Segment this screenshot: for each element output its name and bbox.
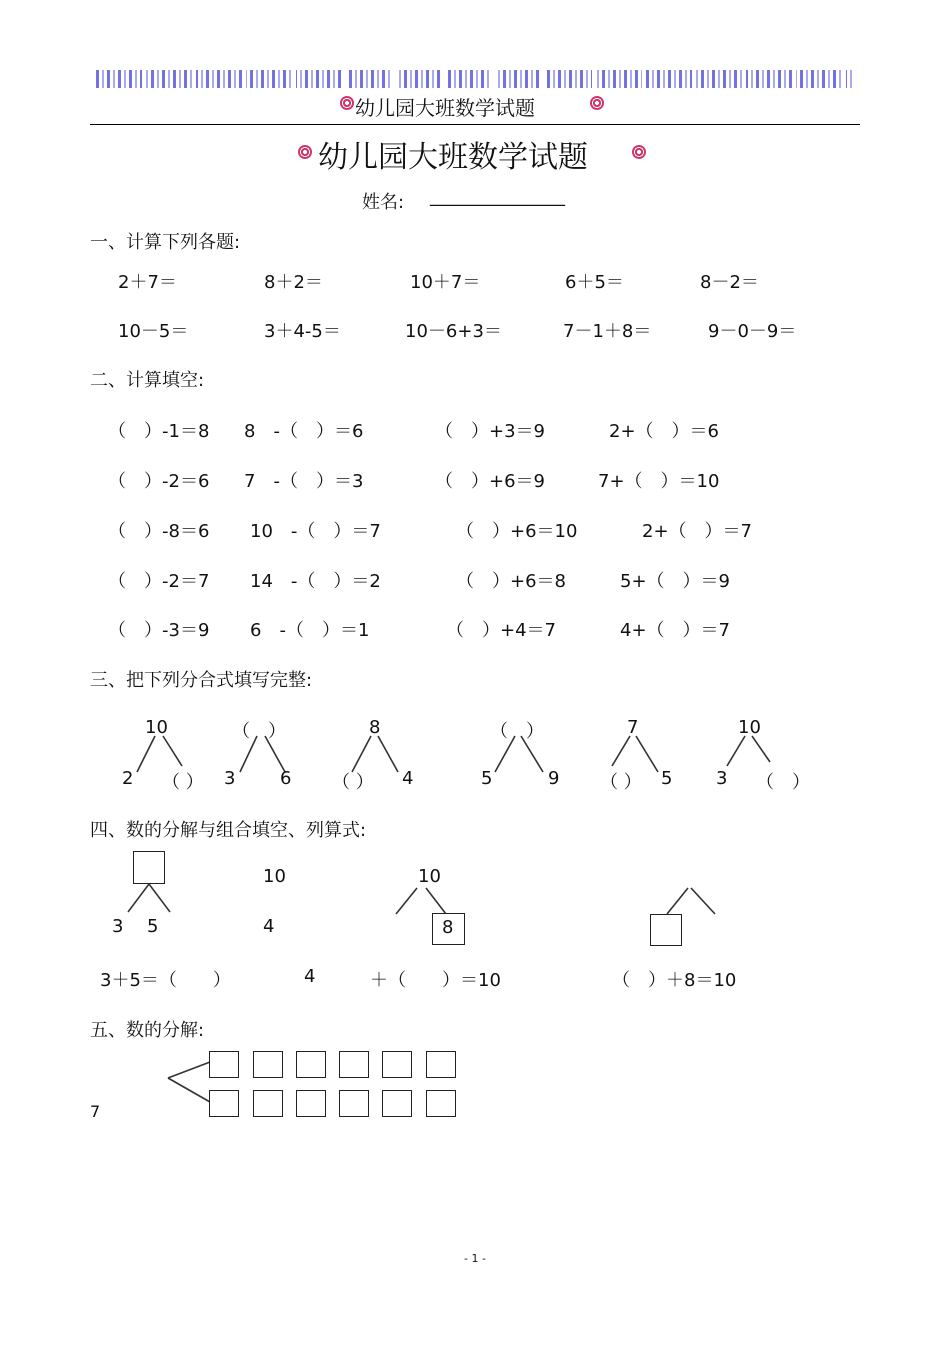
s4-tree1-left: 3 (112, 916, 124, 937)
tree1-top: 10 (145, 717, 168, 738)
tree2-right: 6 (280, 768, 292, 789)
s1-r2-q4: 7－1＋8＝ (563, 321, 652, 342)
s1-r2-q1: 10－5＝ (118, 321, 189, 342)
s4-eq1: 3＋5＝（ ） (100, 970, 231, 991)
name-label: 姓名: (362, 192, 405, 213)
tree2-left: 3 (224, 768, 236, 789)
section5-heading: 五、数的分解: (90, 1020, 205, 1041)
decomp-box[interactable] (339, 1090, 369, 1117)
decomp-box[interactable] (382, 1051, 412, 1078)
decomp-box[interactable] (253, 1090, 283, 1117)
s4-tree3-box-value: 8 (442, 917, 454, 938)
s2-r1-c1: （ ）-1＝8 (108, 421, 210, 442)
s2-r3-c1: （ ）-8＝6 (108, 521, 210, 542)
tree4-right: 9 (548, 768, 560, 789)
section2-heading: 二、计算填空: (90, 370, 205, 391)
s4-tree2-top: 10 (263, 866, 286, 887)
s2-r2-c2: 7 -（ ）＝3 (244, 471, 364, 492)
page-number: - 1 - (464, 1252, 486, 1265)
tree3-left: （ ） (332, 772, 374, 793)
s2-r1-c3: （ ）+3＝9 (435, 421, 545, 442)
s4-eq2-b: ＋（ ）＝10 (370, 970, 501, 991)
running-header-title: 幼儿园大班数学试题 (355, 96, 535, 120)
tree6-right: （ ） (756, 772, 810, 793)
decomp-box[interactable] (209, 1090, 239, 1117)
s2-r1-c2: 8 -（ ）＝6 (244, 421, 364, 442)
s4-tree2-left: 4 (263, 916, 275, 937)
s2-r5-c4: 4+（ ）＝7 (620, 620, 730, 641)
s4-tree3-top: 10 (418, 866, 441, 887)
s1-r2-q5: 9－0－9＝ (708, 321, 797, 342)
s1-r2-q2: 3＋4-5＝ (264, 321, 341, 342)
tree1-right: （ ） (162, 772, 204, 793)
s2-r4-c3: （ ）+6＝8 (456, 571, 566, 592)
s4-tree1-right: 5 (147, 916, 159, 937)
s4-eq2-a: 4 (304, 966, 316, 987)
s2-r2-c1: （ ）-2＝6 (108, 471, 210, 492)
tree5-right: 5 (661, 768, 673, 789)
decomp-box[interactable] (426, 1051, 456, 1078)
decomp-box[interactable] (296, 1090, 326, 1117)
s1-r1-q5: 8－2＝ (700, 272, 759, 293)
s2-r5-c3: （ ）+4＝7 (446, 620, 556, 641)
s2-r3-c3: （ ）+6＝10 (456, 521, 578, 542)
decomp-box[interactable] (426, 1090, 456, 1117)
s2-r4-c2: 14 -（ ）＝2 (250, 571, 381, 592)
tree1-left: 2 (122, 768, 134, 789)
s2-r2-c3: （ ）+6＝9 (435, 471, 545, 492)
answer-box[interactable] (650, 914, 682, 946)
decomp-box[interactable] (209, 1051, 239, 1078)
tree3-top: 8 (369, 717, 381, 738)
tree4-left: 5 (481, 768, 493, 789)
section1-heading: 一、计算下列各题: (90, 232, 241, 253)
s1-r2-q3: 10－6+3＝ (405, 321, 502, 342)
tree5-left: （ ） (600, 772, 642, 793)
tree6-left: 3 (716, 768, 728, 789)
decomp-box[interactable] (339, 1051, 369, 1078)
tree3-right: 4 (402, 768, 414, 789)
s2-r2-c4: 7+（ ）＝10 (598, 471, 720, 492)
s2-r5-c1: （ ）-3＝9 (108, 620, 210, 641)
answer-box[interactable] (133, 851, 165, 884)
s2-r4-c1: （ ）-2＝7 (108, 571, 210, 592)
s2-r3-c2: 10 -（ ）＝7 (250, 521, 381, 542)
s1-r1-q3: 10＋7＝ (410, 272, 481, 293)
tree4-top: （ ） (490, 721, 544, 742)
page-title: 幼儿园大班数学试题 (318, 140, 588, 175)
s5-number: 7 (90, 1102, 101, 1121)
s1-r1-q2: 8＋2＝ (264, 272, 323, 293)
name-blank[interactable]: _______________ (430, 186, 565, 207)
tree6-top: 10 (738, 717, 761, 738)
s1-r1-q4: 6＋5＝ (565, 272, 624, 293)
decomp-box[interactable] (296, 1051, 326, 1078)
decomp-box[interactable] (382, 1090, 412, 1117)
s2-r1-c4: 2+（ ）＝6 (609, 421, 719, 442)
section3-heading: 三、把下列分合式填写完整: (90, 670, 313, 691)
tree5-top: 7 (627, 717, 639, 738)
s2-r4-c4: 5+（ ）＝9 (620, 571, 730, 592)
s2-r5-c2: 6 -（ ）＝1 (250, 620, 370, 641)
tree2-top: （ ） (232, 721, 286, 742)
s2-r3-c4: 2+（ ）＝7 (642, 521, 752, 542)
section4-heading: 四、数的分解与组合填空、列算式: (90, 820, 367, 841)
decomp-box[interactable] (253, 1051, 283, 1078)
s1-r1-q1: 2＋7＝ (118, 272, 177, 293)
s4-eq3: （ ）＋8＝10 (612, 970, 737, 991)
